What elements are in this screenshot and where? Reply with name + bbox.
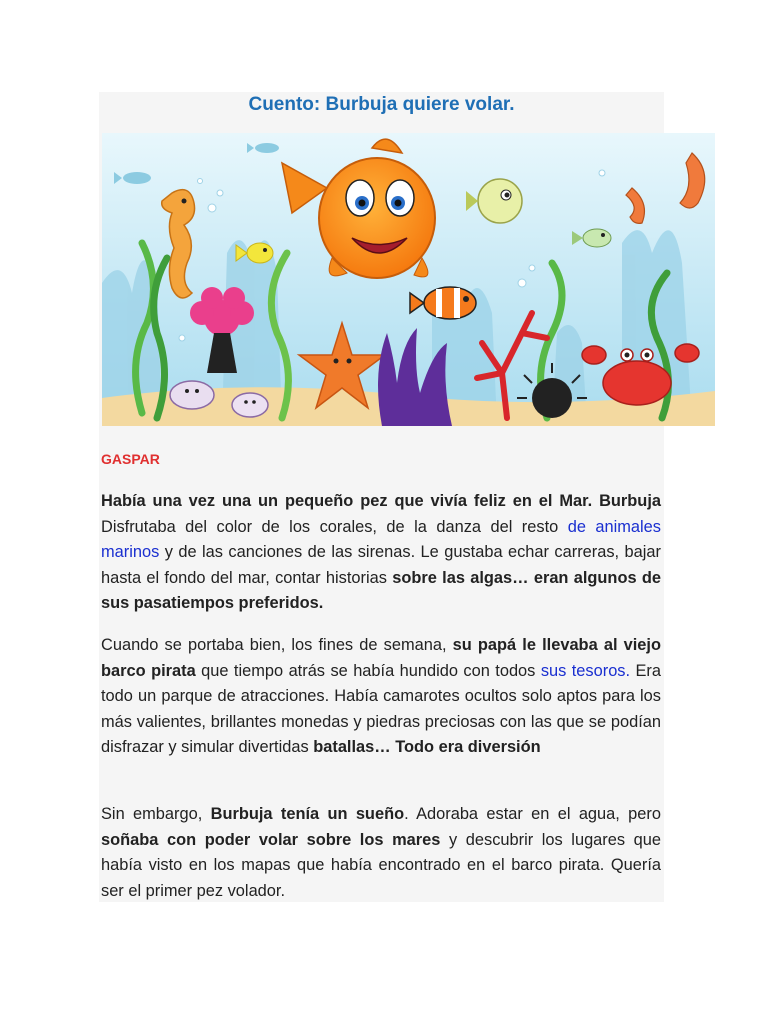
paragraph-3-text-b: . Adoraba estar en el agua, pero <box>404 805 661 823</box>
link-animales-marinos[interactable]: de animales marinos <box>101 517 661 562</box>
story-title <box>99 92 664 118</box>
paragraph-1-text-b: y de las canciones de las sirenas. Le gustaba echar carreras, bajar hasta el fondo del mar, contar historias <box>101 543 661 587</box>
paragraph-1 <box>101 489 661 617</box>
paragraph-1-bold-end: sobre las algas… eran algunos de sus pasatiempos preferidos. <box>101 568 661 613</box>
paragraph-3-text-a: Sin embargo, <box>101 805 211 823</box>
paragraph-2-text-c: Era todo un parque de atracciones. Había camarotes ocultos solo aptos para los más valientes, brillantes monedas y piedras preciosas con las que se podían disfrazar y simular divertidas <box>101 661 662 757</box>
paragraph-2-bold-a: su papá le llevaba al viejo barco pirata <box>101 636 661 680</box>
paragraph-3 <box>101 802 661 904</box>
story-title-text: Cuento: Burbuja quiere volar. <box>248 94 515 115</box>
paragraph-3-bold-a: Burbuja tenía un sueño <box>210 805 405 823</box>
paragraph-3-text-c: y descubrir los lugares que había visto en los mapas que había encontrado en el barco pirata. Quería ser el primer pez volador. <box>101 830 662 900</box>
underwater-scene <box>102 133 715 426</box>
paragraph-1-text-a: Disfrutaba del color de los corales, de la danza del resto <box>101 517 568 536</box>
author-name: GASPAR <box>101 451 160 467</box>
link-sus-tesoros[interactable]: sus tesoros. <box>540 661 631 680</box>
paragraph-1-bold-intro: Había una vez una un pequeño pez que vivía feliz en el Mar. Burbuja <box>101 492 661 510</box>
underwater-illustration <box>102 133 715 426</box>
paragraph-2 <box>101 633 661 761</box>
paragraph-2-text-b: que tiempo atrás se había hundido con todos <box>195 661 541 680</box>
paragraph-3-bold-b: soñaba con poder volar sobre los mares <box>101 830 441 849</box>
paragraph-2-text-a: Cuando se portaba bien, los fines de semana, <box>101 636 453 654</box>
paragraph-2-bold-end: batallas… Todo era diversión <box>313 738 541 757</box>
